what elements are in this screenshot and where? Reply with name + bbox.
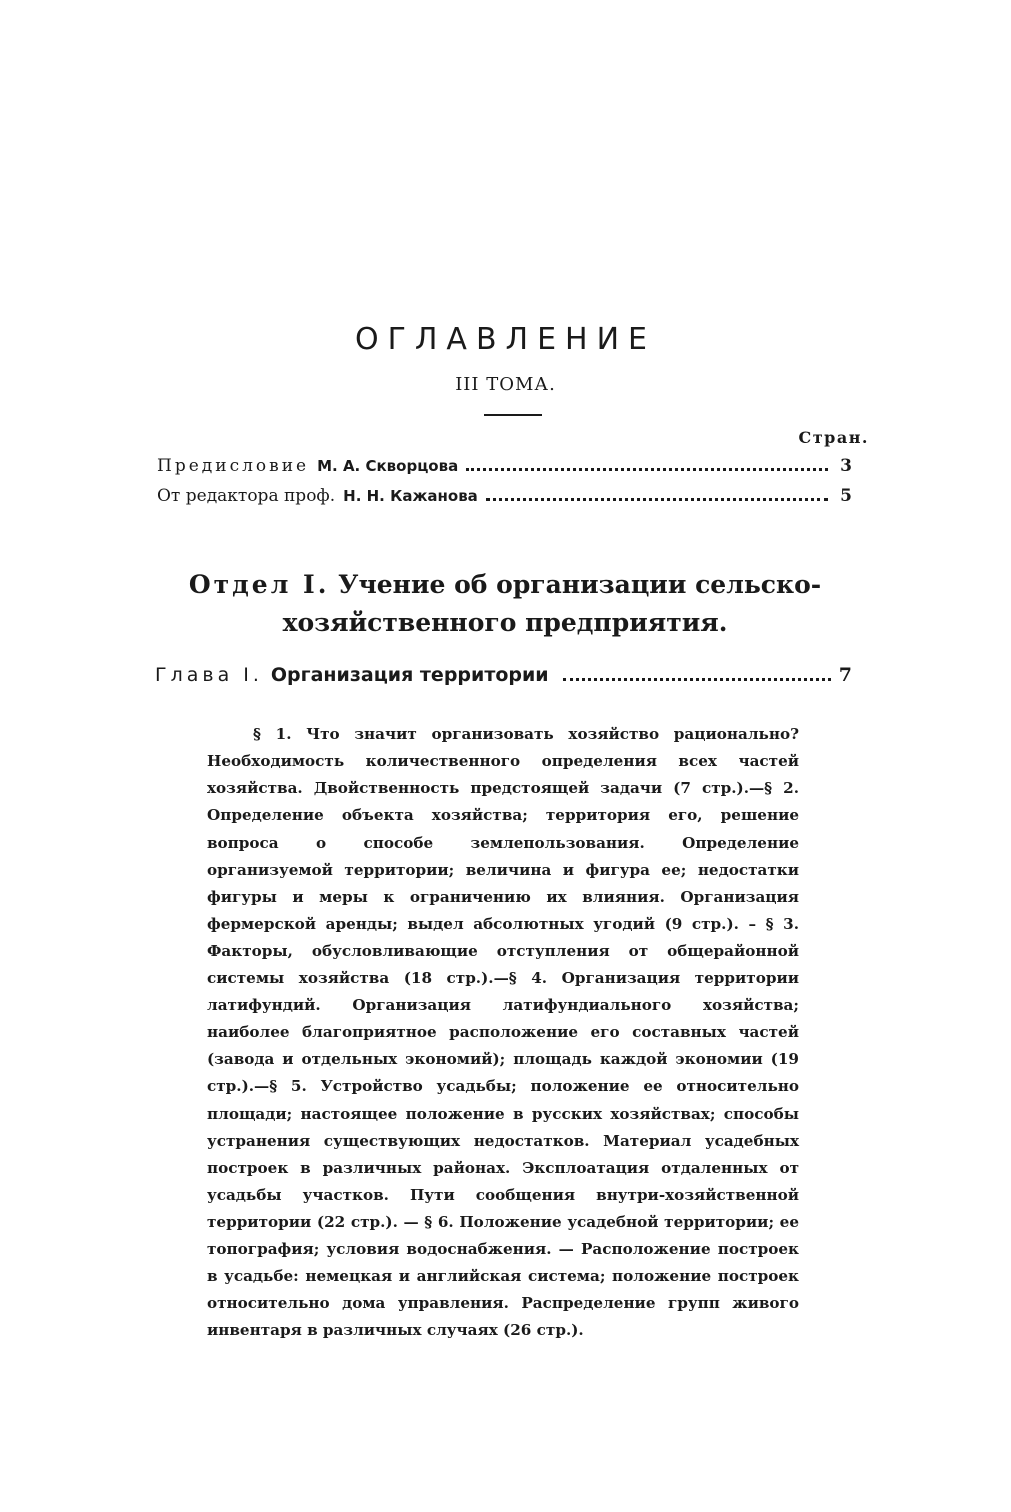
section-label: Отдел I. — [188, 570, 330, 599]
title-divider — [484, 414, 542, 416]
toc-title: ОГЛАВЛЕНИЕ — [354, 322, 657, 357]
toc-subtitle: III ТОМА. — [455, 374, 556, 395]
chapter-label: Глава I. — [155, 664, 263, 686]
toc-entry-chapter-1 — [155, 664, 852, 696]
toc-entry-label: От редактора проф. — [157, 486, 336, 506]
toc-entry-label: Предисловие — [157, 456, 310, 476]
chapter-page: 7 — [838, 664, 852, 686]
toc-entry-author: Н. Н. Кажанова — [343, 487, 478, 505]
toc-entry-author: М. А. Скворцова — [317, 457, 459, 475]
dot-leader — [486, 488, 828, 501]
chapter-summary: § 1. Что значит организовать хозяйство рационально? Необходимость количественного определения всех частей хозяйства. Двойственность предстоящей задачи (7 стр.).—§ 2. Определение объекта хозяйства; территория его, решение вопроса о способе землепользования. Определение организуемой территории; величина и фигура ее; недостатки фигуры и меры к ограничению их влияния. Организация фермерской аренды; выдел абсолютных угодий (9 стр.). – § 3. Факторы, обусловливающие отступления от общерайонной системы хозяйства (18 стр.).—§ 4. Организация территории латифундий. Организация латифундиального хозяйства; наиболее благоприятное расположение его составных частей (завода и отдельных экономий); площадь каждой экономии (19 стр.).—§ 5. Устройство усадьбы; положение ее относительно площади; настоящее положение в русских хозяйствах; способы устранения существующих недостатков. Материал усадебных построек в различных районах. Эксплоатация отдаленных от усадьбы участков. Пути сообщения внутри-хозяйственной территории (22 стр.). — § 6. Положение усадебной территории; ее топография; условия водоснабжения. — Расположение построек в усадьбе: немецкая и английская система; положение построек относительно дома управления. Распределение групп живого инвентаря в различных случаях (26 стр.). — [207, 725, 799, 1340]
pages-column-header: Стран. — [798, 428, 869, 447]
toc-entry-editor-note — [157, 486, 852, 512]
toc-entry-preface — [157, 456, 852, 482]
dot-leader — [563, 666, 831, 681]
chapter-title: Организация территории — [270, 664, 549, 686]
section-title: Учение об организации сельско-хозяйственного предприятия. — [282, 570, 822, 637]
dot-leader — [466, 458, 828, 471]
toc-entry-page: 5 — [840, 486, 852, 506]
toc-entry-page: 3 — [840, 456, 852, 476]
section-heading — [150, 566, 860, 642]
